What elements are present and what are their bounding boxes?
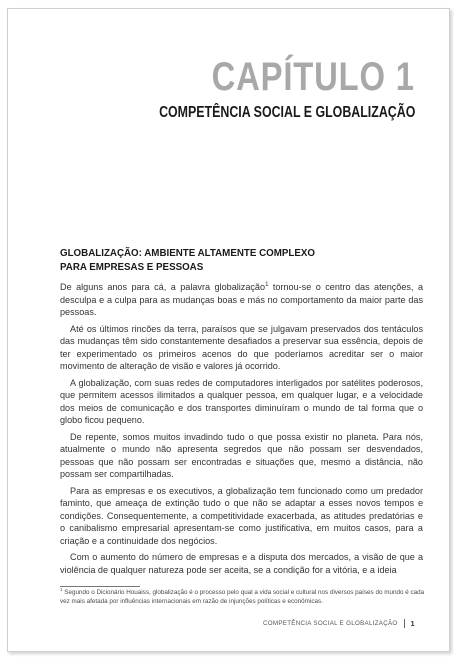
running-footer-title: COMPETÊNCIA SOCIAL E GLOBALIZAÇÃO xyxy=(263,620,398,627)
paragraph-2: Até os últimos rincões da terra, paraísos que se julgavam preservados dos tentáculos das mudanças têm sido constantemente desafiados a preservar sua essência, depois de ter experimentado os primeiros acenos do que poderíamos acreditar ser o maior movimento de alteração de visão e valores já ocorrido. xyxy=(60,323,423,371)
footnote-text: Segundo o Dicionário Houaiss, globalização é o processo pelo qual a vida social e cultural nos diversos países do mundo é cada vez mais afetada por influências internacionais em razão de injunções políticas e econômicas. xyxy=(60,589,425,605)
footnote xyxy=(60,586,430,606)
footnote-marker: 1 xyxy=(60,586,63,592)
paragraph-4: De repente, somos muitos invadindo tudo o que possa existir no planeta. Para nós, atualmente o mundo não apresenta segredos que não possam ser desvendados, pessoas que não possam ser encontradas e situações que, mesmo a distância, não possam ser compartilhadas. xyxy=(60,431,423,479)
chapter-number: CAPÍTULO 1 xyxy=(211,55,415,99)
paragraph-3: A globalização, com suas redes de computadores interligados por satélites poderosos, que permitem acessos ilimitados a qualquer pessoa, em qualquer lugar, e a velocidade dos meios de comunicação e dos transportes diminuíram o mundo de tal forma que o globo ficou pequeno. xyxy=(60,377,423,425)
footer-separator xyxy=(404,619,405,628)
section-heading-line-2: PARA EMPRESAS E PESSOAS xyxy=(60,260,204,273)
paragraph-5: Para as empresas e os executivos, a globalização tem funcionado como um predador faminto, que ameaça de extinção tudo o que não se adaptar a esses novos tempos e condições. Consequentemente, a competitividade exacerbada, as atitudes predatórias e o canibalismo empresarial apresentam-se como justificativa, em muitos casos, para a criação e a continuidade dos negócios. xyxy=(60,485,423,546)
section-heading xyxy=(60,247,376,274)
chapter-title: COMPETÊNCIA SOCIAL E GLOBALIZAÇÃO xyxy=(158,104,415,121)
section-heading-line-1: GLOBALIZAÇÃO: AMBIENTE ALTAMENTE COMPLEXO xyxy=(60,247,315,259)
body-text xyxy=(60,281,423,580)
paragraph-1-text-a: De alguns anos para cá, a palavra globalização xyxy=(60,282,266,292)
footnote-divider xyxy=(60,586,140,587)
paragraph-1-text-b: tornou-se o centro das atenções, a desculpa e a culpa para as mudanças boas e más no comportamento da maior parte das pessoas. xyxy=(60,282,423,317)
footnote-reference: 1 xyxy=(265,281,269,288)
book-page xyxy=(7,8,450,652)
paragraph-6: Com o aumento do número de empresas e a disputa dos mercados, a visão de que a violência de qualquer natureza pode ser aceita, se a condição for a vitória, e a ideia xyxy=(60,552,423,575)
running-footer xyxy=(263,619,415,628)
page-number: 1 xyxy=(410,619,415,628)
paragraph-1 xyxy=(60,281,423,319)
